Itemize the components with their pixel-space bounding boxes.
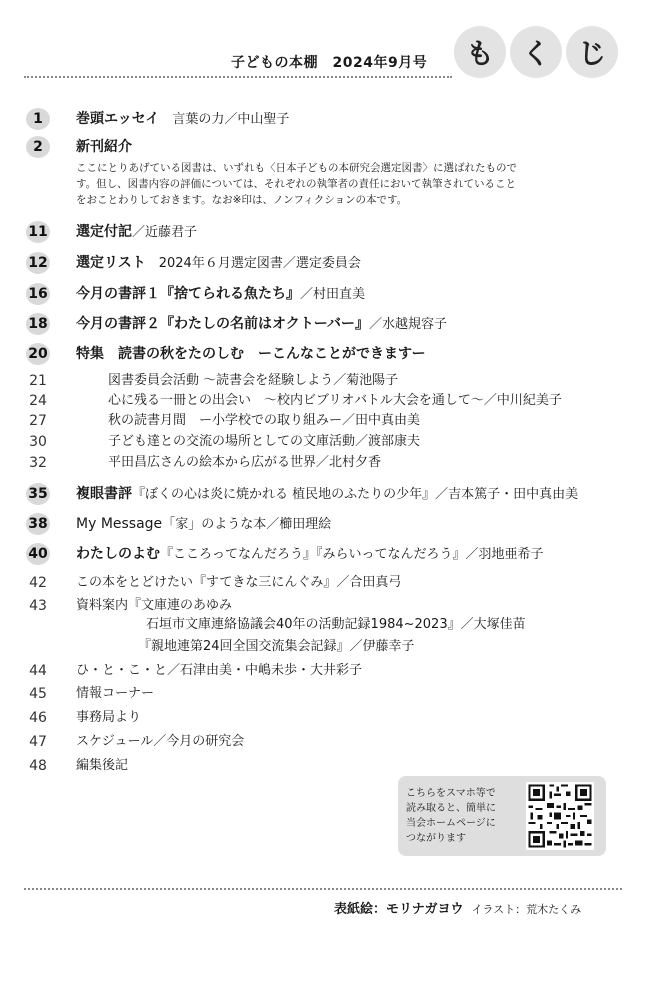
page-number: 46 — [29, 710, 47, 726]
page-number: 21 — [29, 373, 47, 389]
page-number: 47 — [29, 734, 47, 750]
feature-text: 子ども達との交流の場所としての文庫活動／渡部康夫 — [108, 434, 421, 449]
toc-text: スケジュール／今月の研究会 — [76, 734, 245, 749]
toc-text: 今月の書評１『捨てられる魚たち』／村田直美 — [76, 285, 366, 302]
page-number: 24 — [29, 393, 47, 409]
toc-text: 資料案内『文庫連のあゆみ — [76, 598, 233, 613]
toc-text: 複眼書評『ぼくの心は炎に焼かれる 植民地のふたりの少年』／吉本篤子・田中真由美 — [76, 485, 579, 502]
toc-text: My Message「家」のような本／櫛田理絵 — [76, 515, 332, 532]
toc-text: 事務局より — [76, 710, 142, 725]
top-dotted-divider — [24, 76, 452, 78]
page-number: 43 — [29, 598, 47, 614]
illust-credit: イラスト：荒木たくみ — [471, 903, 582, 916]
toc-text: 選定リスト 2024年６月選定図書／選定委員会 — [76, 254, 361, 271]
toc-text: 情報コーナー — [76, 686, 155, 701]
credits — [334, 898, 581, 917]
header-circle-ji: じ — [566, 26, 618, 78]
header-title: 子どもの本棚 2024年9月号 — [231, 55, 428, 71]
page-number: 42 — [29, 575, 47, 591]
feature-text: 平田昌広さんの絵本から広がる世界／北村夕香 — [108, 455, 382, 470]
page-badge: 1 — [26, 108, 50, 130]
toc-text: 編集後記 — [76, 758, 129, 773]
toc-text: ひ・と・こ・と／石津由美・中嶋未歩・大井彩子 — [76, 663, 363, 678]
page-badge: 12 — [26, 252, 50, 274]
page-number: 30 — [29, 434, 47, 450]
page-badge: 35 — [26, 483, 50, 505]
page-badge: 18 — [26, 313, 50, 335]
page-number: 45 — [29, 686, 47, 702]
toc-text: わたしのよむ『こころってなんだろう』『みらいってなんだろう』／羽地亜希子 — [76, 545, 544, 562]
qr-caption: こちらをスマホ等で 読み取ると、簡単に 当会ホームページに つながります — [406, 788, 496, 844]
feature-text: 図書委員会活動 〜読書会を経験しよう／菊池陽子 — [108, 373, 399, 388]
header-circle-mo: も — [454, 26, 506, 78]
qr-code[interactable] — [526, 782, 594, 850]
page-badge: 2 — [26, 136, 50, 158]
header-circle-ku: く — [510, 26, 562, 78]
toc-text: 巻頭エッセイ 言葉の力／中山聖子 — [76, 110, 290, 127]
page-badge: 20 — [26, 343, 50, 365]
feature-text: 心に残る一冊との出会い 〜校内ビブリオバトル大会を通して〜／中川紀美子 — [108, 393, 562, 408]
page-badge: 40 — [26, 543, 50, 565]
toc-text: 今月の書評２『わたしの名前はオクトーバー』／水越規容子 — [76, 315, 448, 332]
page-number: 48 — [29, 758, 47, 774]
page-number: 27 — [29, 413, 47, 429]
qr-info-box — [398, 776, 606, 856]
toc-text: この本をとどけたい『すてきな三にんぐみ』／合田真弓 — [76, 575, 402, 590]
cover-credit: 表紙絵：モリナガヨウ — [334, 902, 464, 917]
toc-text: 『親地連第24回全国交流集会記録』／伊藤幸子 — [138, 639, 415, 654]
page-number: 32 — [29, 455, 47, 471]
bottom-dotted-divider — [24, 888, 622, 890]
page-badge: 16 — [26, 283, 50, 305]
page-number: 44 — [29, 663, 47, 679]
toc-text: 特集 読書の秋をたのしむ ーこんなことができますー — [76, 345, 426, 362]
page-badge: 38 — [26, 513, 50, 535]
feature-text: 秋の読書月間 ー小学校での取り組みー／田中真由美 — [108, 413, 421, 428]
toc-text: 石垣市文庫連絡協議会40年の活動記録1984~2023』／大塚佳苗 — [146, 617, 526, 632]
toc-text: 選定付記／近藤君子 — [76, 223, 198, 240]
toc-text: 新刊紹介 — [76, 138, 132, 155]
new-books-note: ここにとりあげている図書は、いずれも〈日本子どもの本研究会選定図書〉に選ばれたもので す。但し、図書内容の評価については、それぞれの執筆者の責任において執筆されていること をおことわりしておきます。なお※印は、ノンフィクションの本です。 — [76, 162, 517, 206]
page-badge: 11 — [26, 221, 50, 243]
